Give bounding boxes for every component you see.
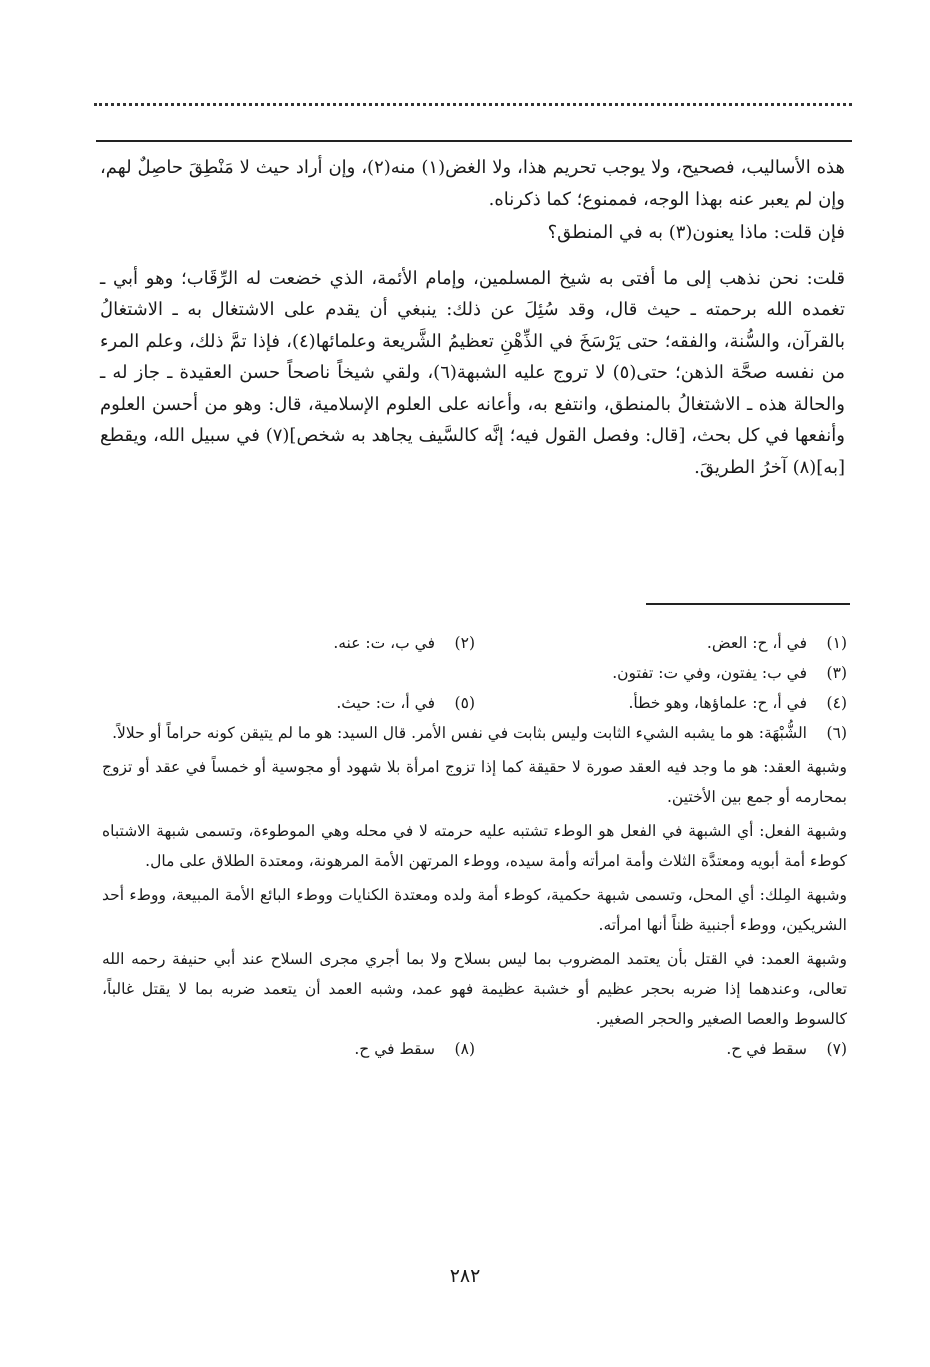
footnote-4 (475, 688, 847, 718)
footnote-number: (٨) (454, 1040, 475, 1058)
dotted-header-rule (94, 103, 852, 106)
footnote-separator (646, 603, 850, 605)
footnote-6-paragraph: وشبهة المِلك: أي المحل، وتسمى شبهة حكمية، كوطء أمة ولده ومعتدة الكنايات ووطء البائع الأمة المبيعة، ووطء أحد الشريكين، ووطء أجنبية ظناً أنها امرأته. (102, 886, 847, 934)
footnote-8 (103, 1034, 475, 1064)
footnote-5 (103, 688, 475, 718)
footnote-text: في ب، ت: عنه. (333, 634, 435, 652)
footnote-row-1 (102, 628, 847, 658)
footnote-text: الشُّبْهَة: هو ما يشبه الشيء الثابت وليس بثابت في نفس الأمر. قال السيد: هو ما لم يتيقن كونه حراماً أو حلالاً. (112, 724, 807, 742)
footnote-number: (٥) (454, 694, 475, 712)
footnote-number: (٦) (826, 724, 847, 742)
footnote-row-7 (102, 1034, 847, 1064)
footnote-number: (٤) (826, 694, 847, 712)
footnote-text: سقط في ح. (354, 1040, 435, 1058)
main-paragraph-1: هذه الأساليب، فصحيح، ولا يوجب تحريم هذا، ولا الغض(١) منه(٢)، وإن أراد حيث لا مَنْطِقَ حاصِلٌ لهم، وإن لم يعبر عنه بهذا الوجه، فممنوع؛ كما ذكرناه. (100, 157, 845, 210)
footnote-row-6 (102, 718, 847, 748)
footnote-number: (٣) (826, 664, 847, 682)
footnote-6-paragraph: وشبهة الفعل: أي الشبهة في الفعل هو الوطء تشتبه عليه حرمته لا في محله وهي الموطوءة، وتسمى شبهة الاشتباه كوطء أمة أبويه ومعتدَّة الثلاث وأمة امرأته وأمة سيده، ووطء المرتهن الأمة المرهونة، ومعتدة الطلاق على مال. (102, 822, 847, 870)
footnote-text: في ب: يفتون، وفي ت: تفتون. (612, 664, 807, 682)
footnote-row-3 (102, 658, 847, 688)
footnote-1 (475, 628, 847, 658)
footnote-number: (١) (826, 634, 847, 652)
footnote-number: (٢) (454, 634, 475, 652)
main-paragraph-3: قلت: نحن نذهب إلى ما أفتى به شيخ المسلمين، وإمام الأئمة، الذي خضعت له الرِّقَاب؛ وهو أبي ـ تغمده الله برحمته ـ حيث قال، وقد سُئِلَ عن ذلك: ينبغي أن يقدم على الاشتغال به ـ الاشتغالُ بالقرآن، والسُّنة، والفقه؛ حتى يَرْسَخَ في الذِّهْنِ تعظيمُ الشَّريعة وعلمائها(٤)، فإذا تمَّ ذلك، وعلم المرء من نفسه صحَّة الذهن؛ حتى(٥) لا تروج عليه الشبهة(٦)، ولقي شيخاً ناصحاً حسن العقيدة ـ جاز له ـ والحالة هذه ـ الاشتغالُ بالمنطق، وانتفع به، وأعانه على العلوم الإسلامية، قال: وهو من أحسن العلوم وأنفعها في كل بحث، [قال: وفصل القول فيه؛ إنَّه كالسَّيف يجاهد به شخص](٧) في سبيل الله، ويقطع [به](٨) آخرُ الطريقَ. (100, 267, 846, 478)
footnote-text: في أ، ت: حيث. (336, 694, 435, 712)
footnote-number: (٧) (826, 1040, 847, 1058)
footnote-6-paragraph: وشبهة العقد: هو ما وجد فيه العقد صورة لا حقيقة كما إذا تزوج امرأة بلا شهود أو مجوسية أو خمساً في عقد أو تزوج بمحارمه أو جمع بين الأختين. (102, 758, 847, 806)
header-rule (96, 140, 852, 142)
footnote-2 (103, 628, 475, 658)
footnote-text: في أ، ح: علماؤها، وهو خطأ. (628, 694, 807, 712)
footnote-text: سقط في ح. (726, 1040, 807, 1058)
page-number: ٢٨٢ (449, 1265, 481, 1287)
main-text (100, 152, 845, 483)
footnotes (102, 628, 847, 1064)
footnote-7 (475, 1034, 847, 1064)
footnote-row-4 (102, 688, 847, 718)
footnote-6-paragraph: وشبهة العمد: في القتل بأن يعتمد المضروب بما ليس بسلاح ولا بما أجري مجرى السلاح عند أبي حنيفة رحمه الله تعالى، وعندهما إذا ضربه بحجر عظيم أو خشبة عظيمة فهو عمد، وشبه العمد أن يتعمد ضربه بما لا يقتل غالباً، كالسوط والعصا الصغير والحجر الصغير. (102, 950, 847, 1028)
footnote-text: في أ، ح: العض. (706, 634, 807, 652)
main-paragraph-2: فإن قلت: ماذا يعنون(٣) به في المنطق؟ (547, 222, 845, 243)
